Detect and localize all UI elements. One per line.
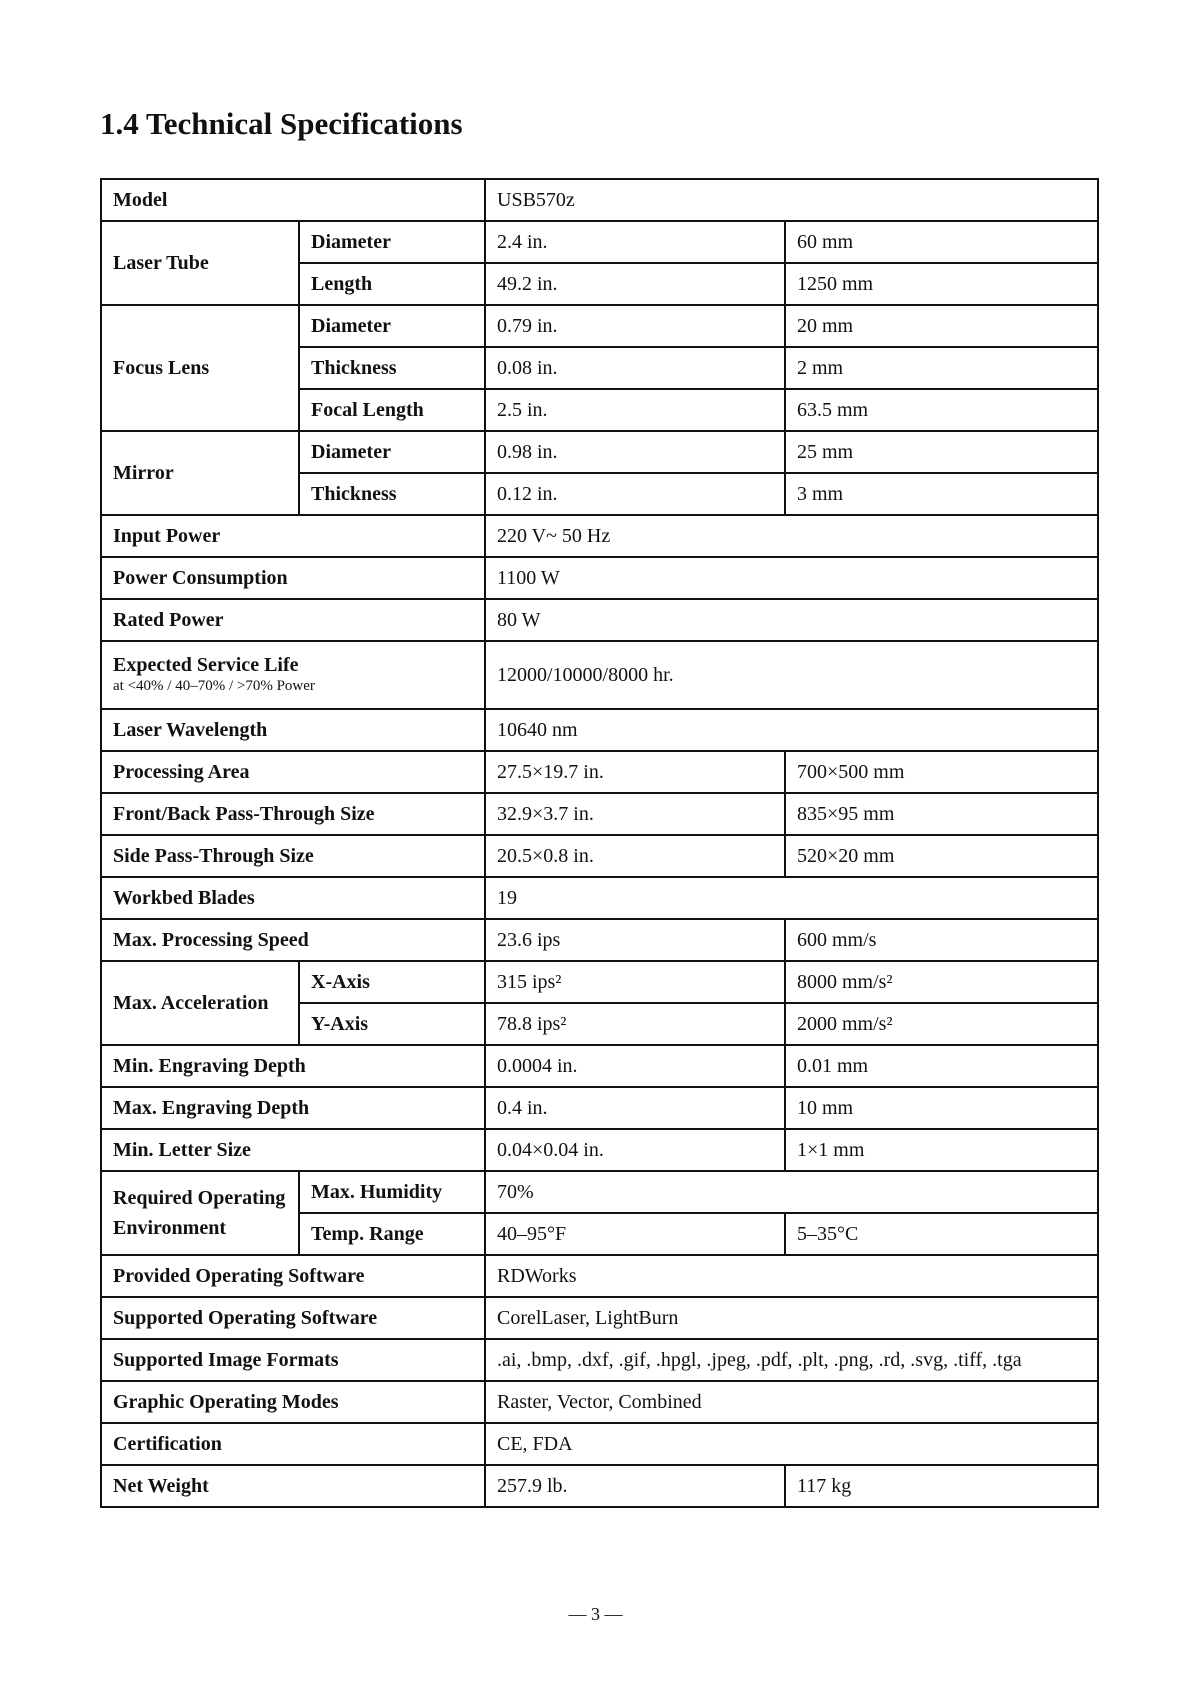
table-row [101,221,1098,263]
imperial-value: 0.08 in. [485,347,785,389]
row-label: Max. Engraving Depth [101,1087,485,1129]
table-row [101,305,1098,347]
imperial-value: 78.8 ips² [485,1003,785,1045]
imperial-value: 0.0004 in. [485,1045,785,1087]
table-row [101,961,1098,1003]
table-row [101,641,1098,709]
metric-value: 835×95 mm [785,793,1098,835]
metric-value: 10 mm [785,1087,1098,1129]
group-label: Focus Lens [101,305,299,431]
imperial-value: 0.12 in. [485,473,785,515]
imperial-value: 2.5 in. [485,389,785,431]
table-row [101,1171,1098,1213]
sub-label: Diameter [299,221,485,263]
sub-label: Temp. Range [299,1213,485,1255]
imperial-value: 0.04×0.04 in. [485,1129,785,1171]
group-label: Mirror [101,431,299,515]
row-value: 1100 W [485,557,1098,599]
row-label: Power Consumption [101,557,485,599]
row-label: Laser Wavelength [101,709,485,751]
sub-label: Length [299,263,485,305]
imperial-value: 315 ips² [485,961,785,1003]
imperial-value: 0.79 in. [485,305,785,347]
metric-value: 700×500 mm [785,751,1098,793]
page-title: 1.4 Technical Specifications [100,106,463,141]
table-row [101,515,1098,557]
row-label: Certification [101,1423,485,1465]
row-value: 19 [485,877,1098,919]
row-label: Workbed Blades [101,877,485,919]
metric-value: 5–35°C [785,1213,1098,1255]
metric-value: 117 kg [785,1465,1098,1507]
row-label: Model [101,179,485,221]
spec-table [100,178,1099,1508]
imperial-value: 20.5×0.8 in. [485,835,785,877]
imperial-value: 49.2 in. [485,263,785,305]
table-row [101,1129,1098,1171]
table-row [101,599,1098,641]
table-row [101,1087,1098,1129]
metric-value: 2 mm [785,347,1098,389]
metric-value: 20 mm [785,305,1098,347]
imperial-value: 0.98 in. [485,431,785,473]
row-value: .ai, .bmp, .dxf, .gif, .hpgl, .jpeg, .pdf, .plt, .png, .rd, .svg, .tiff, .tga [485,1339,1098,1381]
group-label: Max. Acceleration [101,961,299,1045]
metric-value: 3 mm [785,473,1098,515]
metric-value: 60 mm [785,221,1098,263]
sub-label: Max. Humidity [299,1171,485,1213]
row-label: Rated Power [101,599,485,641]
table-row [101,1381,1098,1423]
metric-value: 25 mm [785,431,1098,473]
metric-value: 2000 mm/s² [785,1003,1098,1045]
table-row [101,179,1098,221]
imperial-value: 40–95°F [485,1213,785,1255]
row-label: Input Power [101,515,485,557]
row-value: Raster, Vector, Combined [485,1381,1098,1423]
metric-value: 1×1 mm [785,1129,1098,1171]
row-label: Supported Image Formats [101,1339,485,1381]
row-value: USB570z [485,179,1098,221]
imperial-value: 23.6 ips [485,919,785,961]
table-row [101,431,1098,473]
row-label: Net Weight [101,1465,485,1507]
table-row [101,835,1098,877]
page-number: — 3 — [568,1604,623,1624]
row-label [101,641,485,709]
table-row [101,1339,1098,1381]
metric-value: 520×20 mm [785,835,1098,877]
metric-value: 600 mm/s [785,919,1098,961]
row-label: Min. Engraving Depth [101,1045,485,1087]
row-label: Supported Operating Software [101,1297,485,1339]
row-label: Front/Back Pass-Through Size [101,793,485,835]
table-row [101,1297,1098,1339]
row-value: 220 V~ 50 Hz [485,515,1098,557]
row-value: RDWorks [485,1255,1098,1297]
sub-label: Thickness [299,473,485,515]
row-label: Max. Processing Speed [101,919,485,961]
row-value: 80 W [485,599,1098,641]
sub-label: Thickness [299,347,485,389]
metric-value: 63.5 mm [785,389,1098,431]
metric-value: 0.01 mm [785,1045,1098,1087]
table-row [101,1423,1098,1465]
row-label: Min. Letter Size [101,1129,485,1171]
table-row [101,1465,1098,1507]
sub-label: Diameter [299,305,485,347]
row-value: 70% [485,1171,1098,1213]
imperial-value: 2.4 in. [485,221,785,263]
row-value: CorelLaser, LightBurn [485,1297,1098,1339]
sub-label: X-Axis [299,961,485,1003]
row-value: 10640 nm [485,709,1098,751]
table-row [101,1255,1098,1297]
sub-label: Focal Length [299,389,485,431]
metric-value: 1250 mm [785,263,1098,305]
sub-label: Y-Axis [299,1003,485,1045]
imperial-value: 32.9×3.7 in. [485,793,785,835]
imperial-value: 27.5×19.7 in. [485,751,785,793]
row-label: Provided Operating Software [101,1255,485,1297]
table-row [101,793,1098,835]
sub-label: Diameter [299,431,485,473]
row-label: Processing Area [101,751,485,793]
table-row [101,557,1098,599]
row-label: Side Pass-Through Size [101,835,485,877]
service-life-note: at <40% / 40–70% / >70% Power [113,678,315,694]
row-value: 12000/10000/8000 hr. [485,641,1098,709]
table-row [101,751,1098,793]
table-row [101,709,1098,751]
imperial-value: 0.4 in. [485,1087,785,1129]
group-label: Required Operating Environment [101,1171,299,1255]
service-life-label: Expected Service Life [113,654,299,676]
row-label: Graphic Operating Modes [101,1381,485,1423]
imperial-value: 257.9 lb. [485,1465,785,1507]
metric-value: 8000 mm/s² [785,961,1098,1003]
table-row [101,877,1098,919]
table-row [101,919,1098,961]
group-label: Laser Tube [101,221,299,305]
row-value: CE, FDA [485,1423,1098,1465]
table-row [101,1045,1098,1087]
